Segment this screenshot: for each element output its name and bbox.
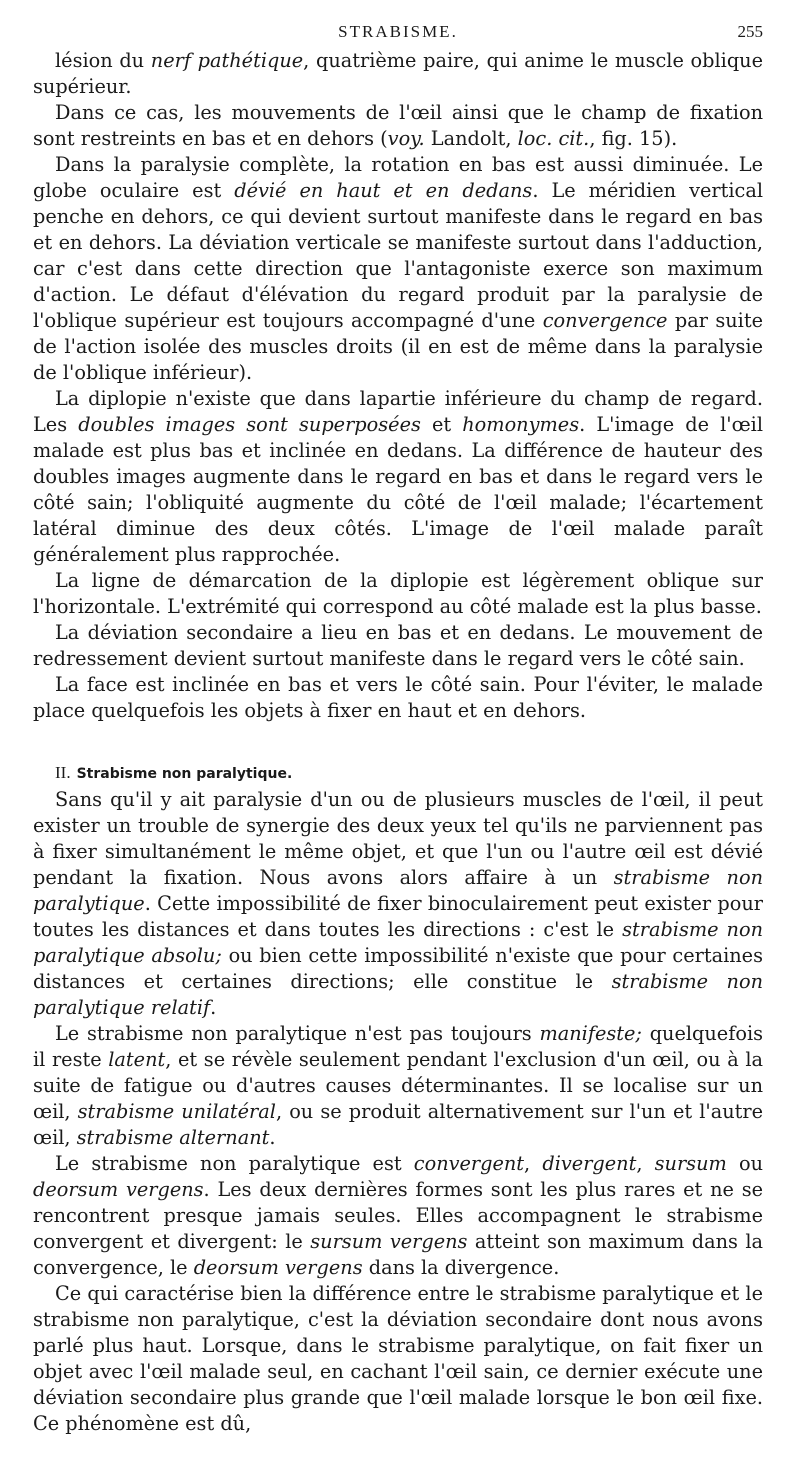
- section-number: II.: [55, 763, 71, 782]
- italic-phrase: dévié en haut et en dedans: [234, 179, 533, 202]
- italic-phrase: strabisme unilatéral: [77, 1100, 276, 1123]
- paragraph: [33, 1281, 763, 1437]
- paragraph: [33, 568, 763, 620]
- text-run: . Le méridien vertical penche en dehors, ce qui devient surtout manifeste dans le regard en bas et en dehors. La déviation verticale se manifeste surtout dans l'adduction, car c'est dans cette direction que l'antagoniste exerce son maximum d'action. Le défaut d'élévation du regard produit par la paralysie de l'oblique supérieur est toujours accompagné d'une: [33, 179, 763, 332]
- text-run: Sans qu'il y ait paralysie d'un ou de plusieurs muscles de l'œil, il peut exister un trouble de synergie des deux yeux tel qu'ils ne parviennent pas à fixer simultanément le même objet, et que l'un ou l'autre œil est dévié pendant la fixation. Nous avons alors affaire à un: [33, 788, 763, 889]
- section-heading: [55, 762, 763, 785]
- italic-phrase: divergent: [542, 1152, 637, 1175]
- paragraph: [33, 787, 763, 1021]
- text-run: et: [420, 413, 463, 436]
- text-run: atteint son maximum dans la convergence, le: [33, 1230, 764, 1279]
- text-run: lésion du: [55, 49, 151, 72]
- italic-phrase: homonymes: [462, 413, 580, 436]
- text-run: Dans la paralysie complète, la rotation en bas est aussi diminuée. Le globe oculaire est: [33, 153, 763, 202]
- paragraph: [33, 1021, 763, 1151]
- text-run: Landolt,: [424, 127, 518, 150]
- paragraph: [33, 100, 763, 152]
- paragraph: [33, 620, 763, 672]
- italic-phrase: nerf pathétique: [150, 49, 304, 72]
- page-number: 255: [737, 22, 763, 41]
- text-run: ,: [636, 1152, 655, 1175]
- text-run: dans la divergence.: [362, 1256, 560, 1279]
- italic-phrase: sursum: [654, 1152, 727, 1175]
- italic-phrase: strabisme non paralytique relatif: [33, 970, 763, 1019]
- text-run: , fig. 15).: [589, 127, 678, 150]
- text-run: Ce qui caractérise bien la différence entre le strabisme paralytique et le strabisme non paralytique, c'est la déviation secondaire dont nous avons parlé plus haut. Lorsque, dans le strabisme paralytique, on fait fixer un objet avec l'œil malade seul, en cachant l'œil sain, ce dernier exécute une déviation secondaire plus grande que l'œil malade lorsque le bon œil fixe. Ce phénomène est dû,: [33, 1282, 763, 1435]
- paragraph: [33, 1151, 763, 1281]
- running-title: STRABISME.: [338, 22, 458, 41]
- text-run: . Cette impossibilité de fixer binoculairement peut exister pour toutes les distances et dans toutes les directions : c'est le: [33, 892, 763, 941]
- paragraph: [33, 48, 763, 100]
- italic-phrase: deorsum vergens: [33, 1178, 204, 1201]
- italic-phrase: convergent: [413, 1152, 525, 1175]
- text-run: La diplopie n'existe que dans lapartie inférieure du champ de regard. Les: [33, 387, 763, 436]
- text-run: La ligne de démarcation de la diplopie est légèrement oblique sur l'horizontale. L'extrémité qui correspond au côté malade est la plus basse.: [33, 569, 763, 618]
- text-run: ou bien cette impossibilité n'existe que pour certaines distances et certaines directions; elle constitue le: [33, 944, 763, 993]
- italic-phrase: deorsum vergens: [193, 1256, 363, 1279]
- running-head: [33, 22, 763, 48]
- text-run: La face est inclinée en bas et vers le côté sain. Pour l'éviter, le malade place quelquefois les objets à fixer en haut et en dehors.: [33, 673, 763, 722]
- text-run: Dans ce cas, les mouvements de l'œil ainsi que le champ de fixation sont restreints en bas et en dehors (: [33, 101, 763, 150]
- text-run: Le strabisme non paralytique est: [55, 1152, 414, 1175]
- text-run: , et se révèle seulement pendant l'exclusion d'un œil, ou à la suite de fatigue ou d'autres causes déterminantes. Il se localise sur un œil,: [33, 1048, 763, 1123]
- body-text-part1: [33, 48, 763, 724]
- text-run: quelquefois il reste: [33, 1022, 764, 1071]
- italic-phrase: sursum vergens: [310, 1230, 468, 1253]
- italic-phrase: voy.: [387, 127, 425, 150]
- section-title: Strabisme non paralytique.: [76, 766, 293, 782]
- italic-phrase: doubles images sont superposées: [78, 413, 421, 436]
- text-run: La déviation secondaire a lieu en bas et en dedans. Le mouvement de redressement devient surtout manifeste dans le regard vers le côté sain.: [33, 621, 763, 670]
- text-run: ,: [524, 1152, 543, 1175]
- paragraph: [33, 672, 763, 724]
- text-run: par suite de l'action isolée des muscles droits (il en est de même dans la paralysie de l'oblique inférieur).: [33, 309, 763, 384]
- body-text-part2: [33, 787, 763, 1437]
- text-run: , quatrième paire, qui anime le muscle oblique supérieur.: [33, 49, 764, 98]
- text-run: .: [210, 996, 217, 1019]
- text-run: . L'image de l'œil malade est plus bas et inclinée en dedans. La différence de hauteur des doubles images augmente dans le regard en bas et dans le regard vers le côté sain; l'obliquité augmente du côté de l'œil malade; l'écartement latéral diminue des deux côtés. L'image de l'œil malade paraît généralement plus rapprochée.: [33, 413, 763, 566]
- italic-phrase: strabisme non paralytique absolu;: [33, 918, 763, 967]
- italic-phrase: latent: [108, 1048, 166, 1071]
- text-run: ou: [726, 1152, 764, 1175]
- italic-phrase: loc. cit.: [517, 127, 590, 150]
- paragraph: [33, 386, 763, 568]
- italic-phrase: manifeste;: [539, 1022, 642, 1045]
- italic-phrase: convergence: [542, 309, 668, 332]
- paragraph: [33, 152, 763, 386]
- text-run: .: [269, 1126, 276, 1149]
- italic-phrase: strabisme alternant: [76, 1126, 270, 1149]
- book-page: [33, 22, 763, 1437]
- text-run: , ou se produit alternativement sur l'un et l'autre œil,: [33, 1100, 763, 1149]
- text-run: . Les deux dernières formes sont les plus rares et ne se rencontrent presque jamais seules. Elles accompagnent le strabisme convergent et divergent: le: [33, 1178, 763, 1253]
- text-run: Le strabisme non paralytique n'est pas toujours: [55, 1022, 540, 1045]
- italic-phrase: strabisme non paralytique: [33, 866, 763, 915]
